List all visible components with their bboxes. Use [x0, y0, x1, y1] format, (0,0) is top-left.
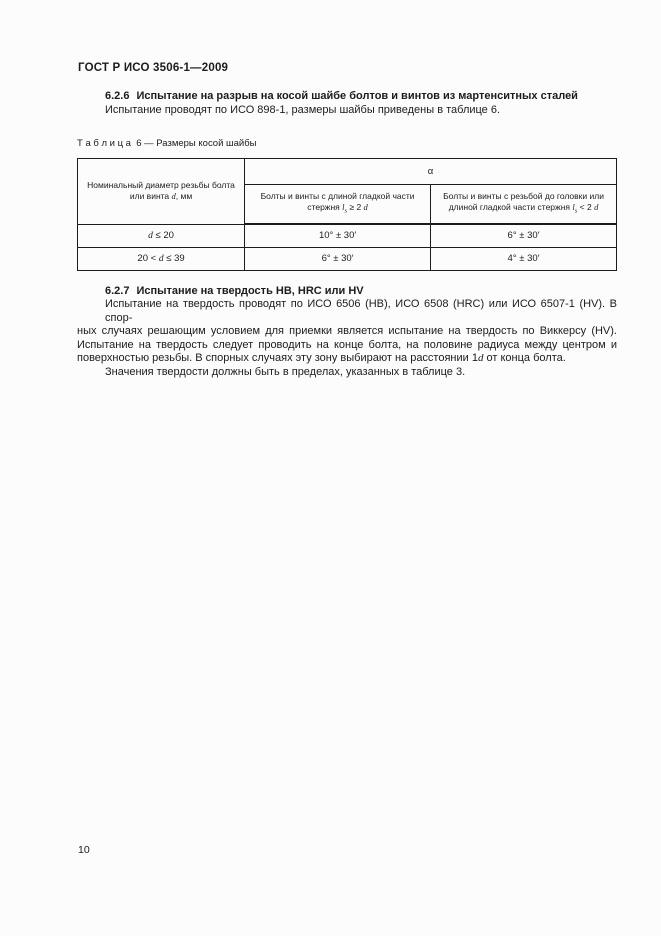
symbol-d: d [148, 230, 153, 241]
symbol-l: l [572, 202, 575, 213]
paragraph-line [77, 352, 617, 366]
cell-diameter-range [78, 224, 245, 248]
paragraph-line: Испытание на твердость следует проводить на конце болта, на половине радиуса между центром и [77, 338, 617, 351]
symbol-d: d [158, 254, 164, 264]
line4-pre: поверхностью резьбы. В спорных случаях эту зону выбирают на расстоянии 1 [77, 352, 478, 364]
col1-header-line2: или винта [129, 191, 172, 202]
range-pre: 20 < [137, 253, 159, 264]
table-6-col2-header [245, 185, 431, 225]
section-626-number: 6.2.6 [105, 90, 130, 102]
cell-angle-threaded: 6° ± 30′ [431, 224, 617, 248]
doc-header: ГОСТ Р ИСО 3506-1—2009 [78, 62, 229, 74]
section-626-heading [77, 89, 617, 103]
col3-header-line1: Болты и винты с резьбой до головки или [443, 191, 604, 202]
range-post: ≤ 39 [163, 253, 185, 264]
line4-post: от конца болта. [483, 352, 566, 364]
col1-header-line1: Номинальный диаметр резьбы болта [87, 180, 235, 191]
table-6-col1-header [78, 159, 245, 225]
section-627-number: 6.2.7 [105, 285, 130, 297]
symbol-d: d [363, 202, 368, 213]
symbol-d: d [594, 202, 599, 213]
symbol-l: l [342, 202, 345, 213]
table-6-alpha-row [78, 159, 617, 185]
col2-header-line2: стержня [307, 202, 343, 213]
cell-diameter-range [78, 248, 245, 271]
table-6-caption: Т а б л и ц а 6 — Размеры косой шайбы [77, 138, 257, 149]
table-row [78, 248, 617, 271]
symbol-d: d [477, 352, 484, 364]
col3-header-line2: длиной гладкой части стержня [448, 202, 573, 213]
section-626-title: Испытание на разрыв на косой шайбе болтов и винтов из мартенситных сталей [136, 90, 578, 102]
paragraph-line: Значения твердости должны быть в пределах, указанных в таблице 3. [105, 365, 466, 378]
table-row [78, 224, 617, 248]
section-627 [77, 284, 617, 379]
col2-header-line1: Болты и винты с длиной гладкой части [260, 191, 415, 202]
paragraph-line: Испытание на твердость проводят по ИСО 6506 (НВ), ИСО 6508 (HRC) или ИСО 6507-1 (HV). В спор- [105, 298, 617, 324]
section-627-heading [77, 284, 617, 298]
range-post: ≤ 20 [152, 229, 174, 241]
page-content [77, 89, 617, 379]
page-number: 10 [78, 844, 90, 856]
symbol-l-sub: s [574, 207, 578, 215]
section-627-title: Испытание на твердость НВ, HRC или HV [136, 285, 364, 297]
col3-relation: < 2 [577, 202, 595, 213]
col2-relation: ≥ 2 [347, 202, 364, 213]
cell-angle-threaded: 4° ± 30′ [431, 248, 617, 271]
table-6-col3-header [431, 185, 617, 225]
paragraph-line: ных случаях решающим условием для приемки является испытание на твердость по Виккерсу (HV). [77, 325, 617, 337]
cell-angle-plain-shank: 6° ± 30′ [245, 248, 431, 271]
section-626-body: Испытание проводят по ИСО 898-1, размеры шайбы приведены в таблице 6. [105, 104, 501, 116]
symbol-l-sub: s [344, 207, 348, 215]
col1-header-line2-end: , мм [175, 191, 193, 202]
table-6-alpha-header: α [245, 159, 617, 185]
table-6 [77, 158, 617, 271]
cell-angle-plain-shank: 10° ± 30′ [245, 224, 431, 248]
symbol-d: d [171, 191, 176, 202]
